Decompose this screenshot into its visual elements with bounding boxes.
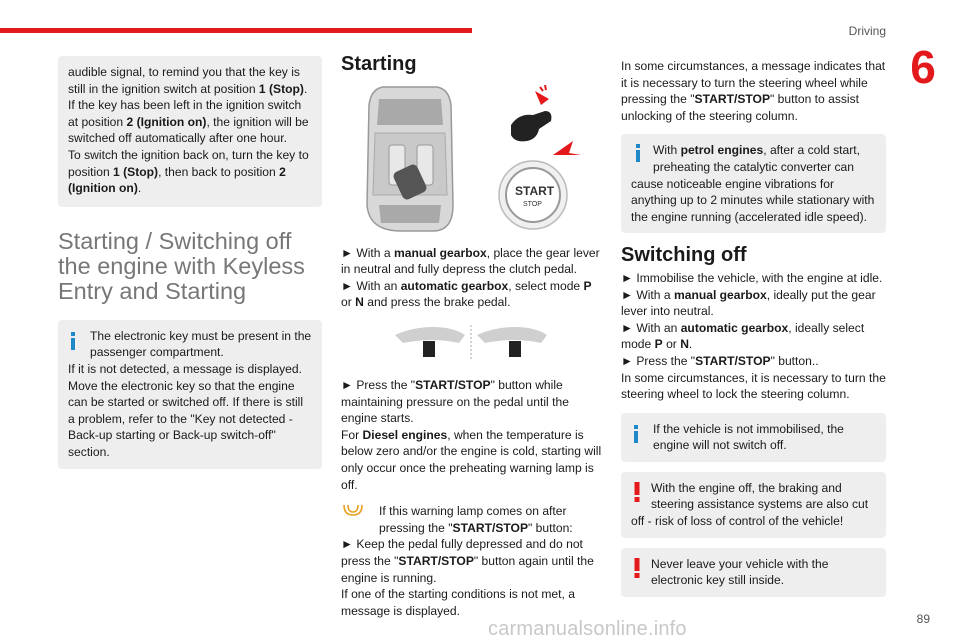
automatic-gearbox-instruction: ► With an automatic gearbox, select mode P or N and press the brake pedal. [341,278,592,310]
keep-pedal-instruction: ► Keep the pedal fully depressed and do not press the "START/STOP" button again until the engine is running. [341,537,594,585]
warning-exclamation-icon [633,558,641,583]
petrol-info-box [621,134,886,233]
preheat-warning-row [341,503,603,536]
diesel-note: For Diesel engines, when the temperature is below zero and/or the engine is cold, starting will only occur once the preheating warning lamp is off. [341,427,602,492]
preheat-lamp-text: If this warning lamp comes on after pressing the "START/STOP" button: [379,504,573,535]
info-icon [633,144,643,167]
preheating-lamp-icon [341,503,379,522]
info-text-body: If it is not detected, a message is displayed. Move the electronic key so that the engine can be started or switched off. If there is still a problem, refer to the "Key not detected - Back-up starting or Back-up switch-off" section. [68,361,304,459]
column-3 [621,58,886,607]
braking-warning-box [621,472,886,538]
starting-heading: Starting [341,53,417,75]
key-reminder-box [58,56,322,207]
conditions-not-met-text: If one of the starting conditions is not met, a message is displayed. [341,587,575,618]
manual-gearbox-step: ► With a manual gearbox, ideally put the gear lever into neutral. [621,287,876,319]
chapter-number: 6 [910,41,936,93]
column-2 [341,53,603,619]
not-immobilised-text: If the vehicle is not immobilised, the engine will not switch off. [653,421,844,453]
info-icon [631,425,645,448]
hand-pressing-icon [511,85,551,141]
start-label: START [515,183,555,198]
stop-label: STOP [523,200,542,208]
automatic-gearbox-step: ► With an automatic gearbox, ideally select mode P or N. [621,320,865,352]
header-accent-bar [0,28,472,33]
keyless-heading: Starting / Switching off the engine with Keyless Entry and Starting [58,227,305,304]
manual-gearbox-instruction: ► With a manual gearbox, place the gear lever in neutral and fully depress the clutch pedal. [341,245,600,277]
info-icon [68,332,82,355]
switching-off-heading: Switching off [621,244,747,267]
lock-steering-text: In some circumstances, it is necessary to turn the steering wheel to lock the steering column. [621,370,886,402]
clutch-pedal-icon [395,327,465,357]
key-inside-warning-text: Never leave your vehicle with the electronic key still inside. [631,556,876,589]
steering-unlock-text: In some circumstances, a message indicates that it is necessary to turn the steering wheel while pressing the "START/STOP" button to assist unlocking of the steering column. [621,59,886,123]
press-stop-step: ► Press the "START/STOP" button.. [621,353,819,368]
not-immobilised-info-box [621,413,886,462]
car-top-view-icon [367,87,453,231]
immobilise-step: ► Immobilise the vehicle, with the engine at idle. [621,270,883,285]
brake-pedal-icon [477,327,547,357]
info-text-lead: The electronic key must be present in the passenger compartment. [90,328,312,360]
key-inside-warning-box [621,548,886,597]
car-start-illustration [341,85,603,233]
braking-warning-text: With the engine off, the braking and steering assistance systems are also cut off - risk of loss of control of the vehicle! [631,480,869,529]
warning-exclamation-icon [633,482,641,507]
section-title: Driving [848,24,886,38]
key-reminder-text: audible signal, to remind you that the key is still in the ignition switch at position 1 (Stop). If the key has been left in the ignition switch at position 2 (Ignition on), the ignition will be switched off automatically after one hour. To switch the ignition back on, turn the key to position 1 (Stop), then back to position 2 (Ignition on). [68,65,309,196]
petrol-info-text: With petrol engines, after a cold start, preheating the catalytic converter can cause noticeable engine vibrations for anything up to 2 minutes while stationary with the engine running (accelerated idle speed). [631,143,875,224]
watermark: carmanualsonline.info [488,618,687,640]
column-1 [58,56,322,479]
keyless-info-box [58,320,322,469]
press-start-instruction: ► Press the "START/STOP" button while maintaining pressure on the pedal until the engine starts. [341,377,569,426]
page-number: 89 [916,612,930,626]
pedal-illustration [393,323,603,367]
